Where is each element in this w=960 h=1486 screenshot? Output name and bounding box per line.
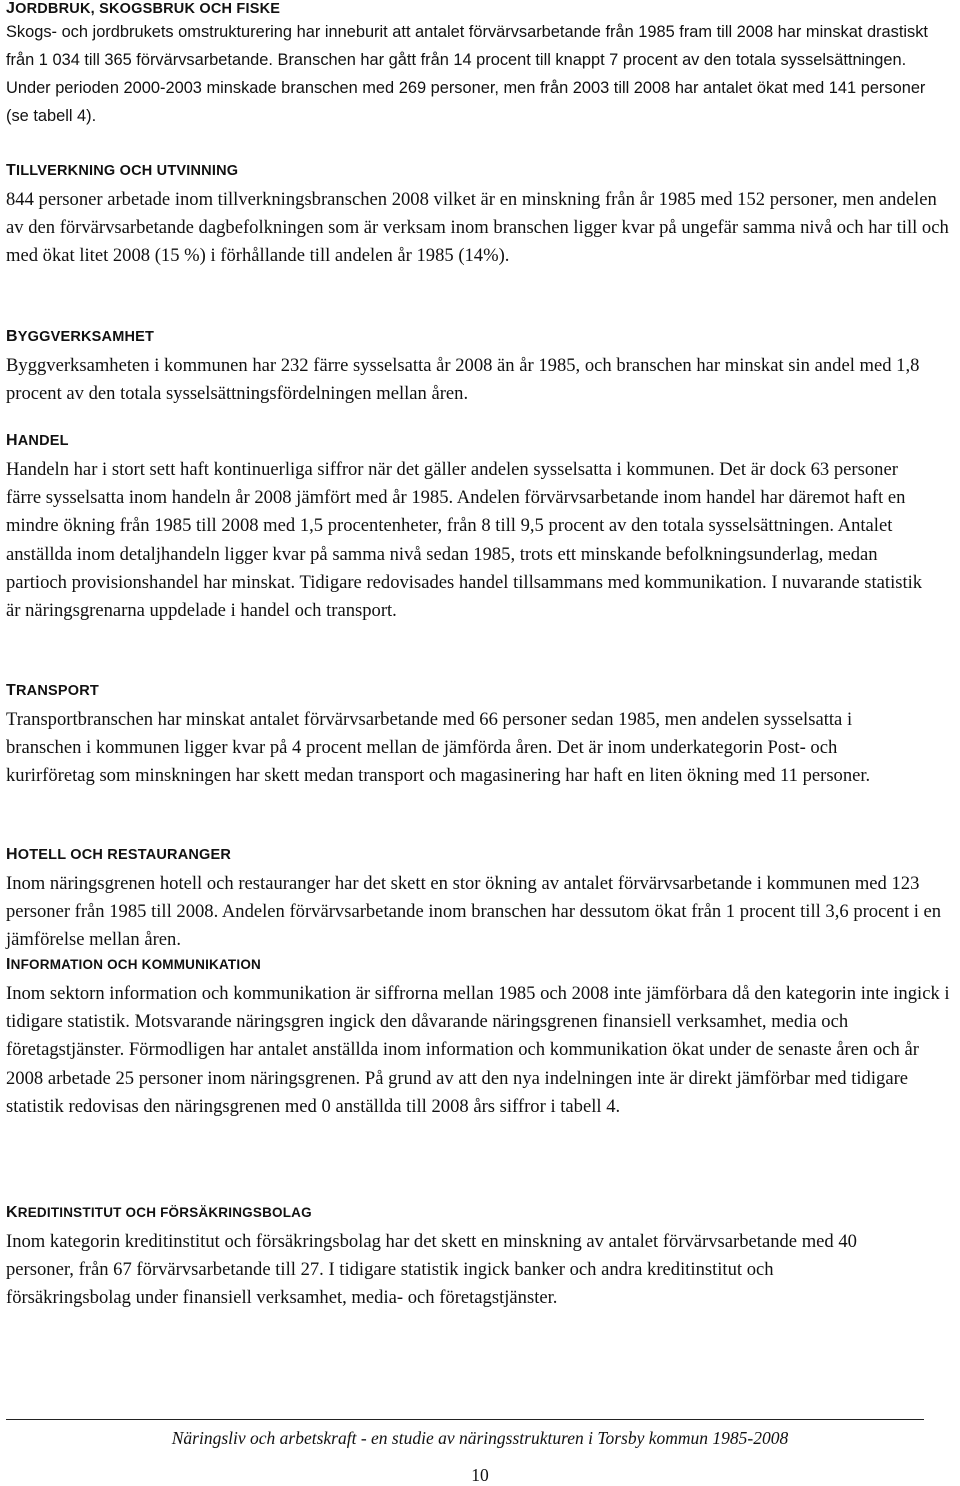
section-body: Handeln har i stort sett haft kontinuerliga siffror när det gäller andelen sysselsatta i kommunen. Det är dock 63 personer färre sysselsatta inom handeln år 2008 jämfört med år 1985. Andelen förvärvsarbetande inom handel har däremot haft en mindre ökning från 1985 till 2008 med 1,5 procentenheter, från 8 till 9,5 procent av den totala sysselsättningen. Antalet anställda inom detaljhandeln ligger kvar på samma nivå sedan 1985, trots ett minskande befolkningsunderlag, medan partioch provisionshandel har minskat. Tidigare redovisades handel tillsammans med kommunikation. I nuvarande statistik är näringsgrenarna uppdelade i handel och transport.	[6, 459, 923, 622]
section-hotell	[6, 846, 954, 955]
section-heading: TILLVERKNING OCH UTVINNING	[6, 162, 239, 179]
section-transport	[6, 682, 936, 791]
section-heading: HOTELL OCH RESTAURANGER	[6, 846, 232, 863]
section-body: Inom näringsgrenen hotell och restauranger har det skett en stor ökning av antalet förvärvsarbetande i kommunen med 123 personer från 1985 till 2008. Andelen förvärvsarbetande inom branschen har dessutom ökat från 1 procent till 3,6 procent i en jämförelse mellan åren.	[6, 873, 942, 951]
page-number: 10	[471, 1465, 489, 1485]
section-body: Transportbranschen har minskat antalet förvärvsarbetande med 66 personer sedan 1985, men andelen sysselsatta i branschen i kommunen ligger kvar på 4 procent mellan de jämförda åren. Det är inom underkategorin Post- och kurirföretag som minskningen har skett medan transport och magasinering har haft en liten ökning med 11 personer.	[6, 709, 871, 787]
section-tillverkning	[6, 162, 951, 271]
section-heading: BYGGVERKSAMHET	[6, 328, 155, 345]
section-body: Skogs- och jordbrukets omstrukturering har inneburit att antalet förvärvsarbetande från 1985 fram till 2008 har minskat drastiskt från 1 034 till 365 förvärvsarbetande. Branschen har gått från 14 procent till knappt 7 procent av den totala sysselsättningen. Under perioden 2000-2003 minskade branschen med 269 personer, men från 2003 till 2008 har antalet ökat med 141 personer (se tabell 4).	[6, 23, 928, 125]
section-handel	[6, 432, 954, 625]
section-jordbruk	[6, 0, 954, 130]
section-body: 844 personer arbetade inom tillverkningsbranschen 2008 vilket är en minskning från år 1985 med 152 personer, men andelen av den förvärvsarbetande dagbefolkningen som är verksam inom branschen ligger kvar på ungefär samma nivå och har till och med ökat litet 2008 (15 %) i förhållande till andelen år 1985 (14%).	[6, 189, 949, 267]
section-heading: JORDBRUK, SKOGSBRUK OCH FISKE	[6, 0, 281, 17]
section-byggverksamhet	[6, 328, 951, 408]
section-heading: HANDEL	[6, 432, 69, 449]
section-kreditinstitut	[6, 1204, 886, 1313]
section-heading: KREDITINSTITUT OCH FÖRSÄKRINGSBOLAG	[6, 1204, 312, 1221]
section-body: Inom sektorn information och kommunikation är siffrorna mellan 1985 och 2008 inte jämförbara då den kategorin inte ingick i tidigare statistik. Motsvarande näringsgren ingick den dåvarande näringsgrenen finansiell verksamhet, media och företagstjänster. Förmodligen har antalet anställda inom information och kommunikation ökat under de senaste åren och år 2008 arbetade 25 personer inom näringsgrenen. På grund av att den nya indelningen inte är direkt jämförbar med tidigare statistik redovisas den näringsgrenen med 0 anställda till 2008 års siffror i tabell 4.	[6, 983, 950, 1117]
section-heading: TRANSPORT	[6, 682, 99, 699]
footer-divider	[6, 1419, 924, 1420]
footer-title: Näringsliv och arbetskraft - en studie av näringsstrukturen i Torsby kommun 1985-2008	[171, 1428, 789, 1448]
section-heading: INFORMATION OCH KOMMUNIKATION	[6, 956, 261, 973]
section-body: Byggverksamheten i kommunen har 232 färre sysselsatta år 2008 än år 1985, och branschen har minskat sin andel med 1,8 procent av den totala sysselsättningsfördelningen mellan åren.	[6, 355, 920, 405]
section-information	[6, 956, 954, 1121]
section-body: Inom kategorin kreditinstitut och försäkringsbolag har det skett en minskning av antalet förvärvsarbetande med 40 personer, från 67 förvärvsarbetande till 27. I tidigare statistik ingick banker och andra kreditinstitut och försäkringsbolag under finansiell verksamhet, media- och företagstjänster.	[6, 1231, 857, 1309]
